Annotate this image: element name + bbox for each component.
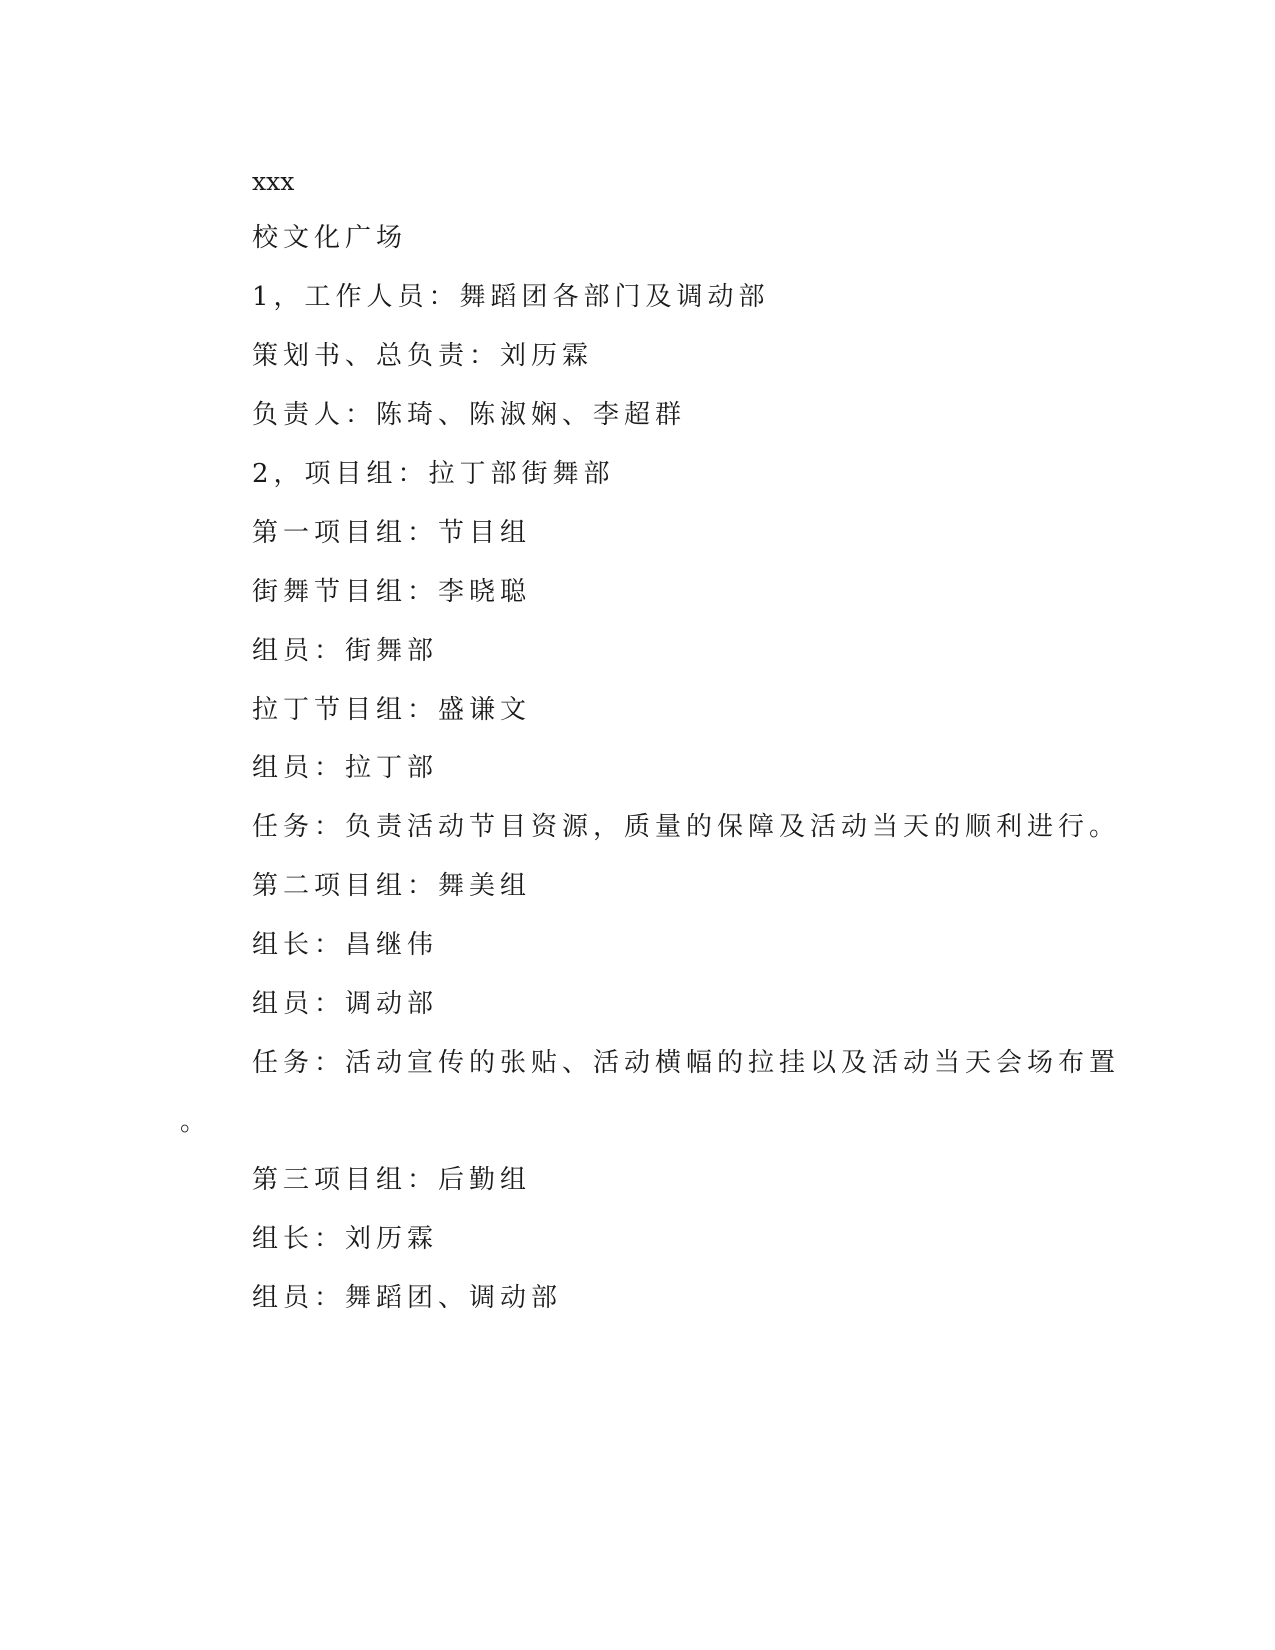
group-three-heading: 第三项目组：后勤组	[252, 1165, 532, 1195]
group-one-task-line: 任务：负责活动节目资源，质量的保障及活动当天的顺利进行。	[252, 812, 1121, 842]
group-two-leader-line: 组长：昌继伟	[252, 930, 439, 960]
group-two-members-line: 组员：调动部	[252, 989, 439, 1019]
staff-heading: 1，工作人员：舞蹈团各部门及调动部	[252, 282, 770, 312]
group-three-members-line: 组员：舞蹈团、调动部	[252, 1283, 563, 1313]
latin-group-line: 拉丁节目组：盛谦文	[252, 695, 532, 725]
group-two-task-line: 任务：活动宣传的张贴、活动横幅的拉挂以及活动当天会场布置	[252, 1048, 1121, 1078]
venue-line: 校文化广场	[252, 223, 408, 253]
responsible-line: 负责人：陈琦、陈淑娴、李超群	[252, 400, 687, 430]
project-groups-heading: 2，项目组：拉丁部街舞部	[252, 459, 615, 489]
group-one-heading: 第一项目组：节目组	[252, 518, 532, 548]
orphan-period: 。	[180, 1107, 212, 1137]
hiphop-members-line: 组员：街舞部	[252, 636, 439, 666]
group-two-heading: 第二项目组：舞美组	[252, 871, 532, 901]
latin-members-line: 组员：拉丁部	[252, 753, 439, 783]
hiphop-group-line: 街舞节目组：李晓聪	[252, 577, 532, 607]
group-three-leader-line: 组长：刘历霖	[252, 1224, 439, 1254]
placeholder-title: xxx	[252, 167, 295, 196]
planner-line: 策划书、总负责：刘历霖	[252, 341, 594, 371]
